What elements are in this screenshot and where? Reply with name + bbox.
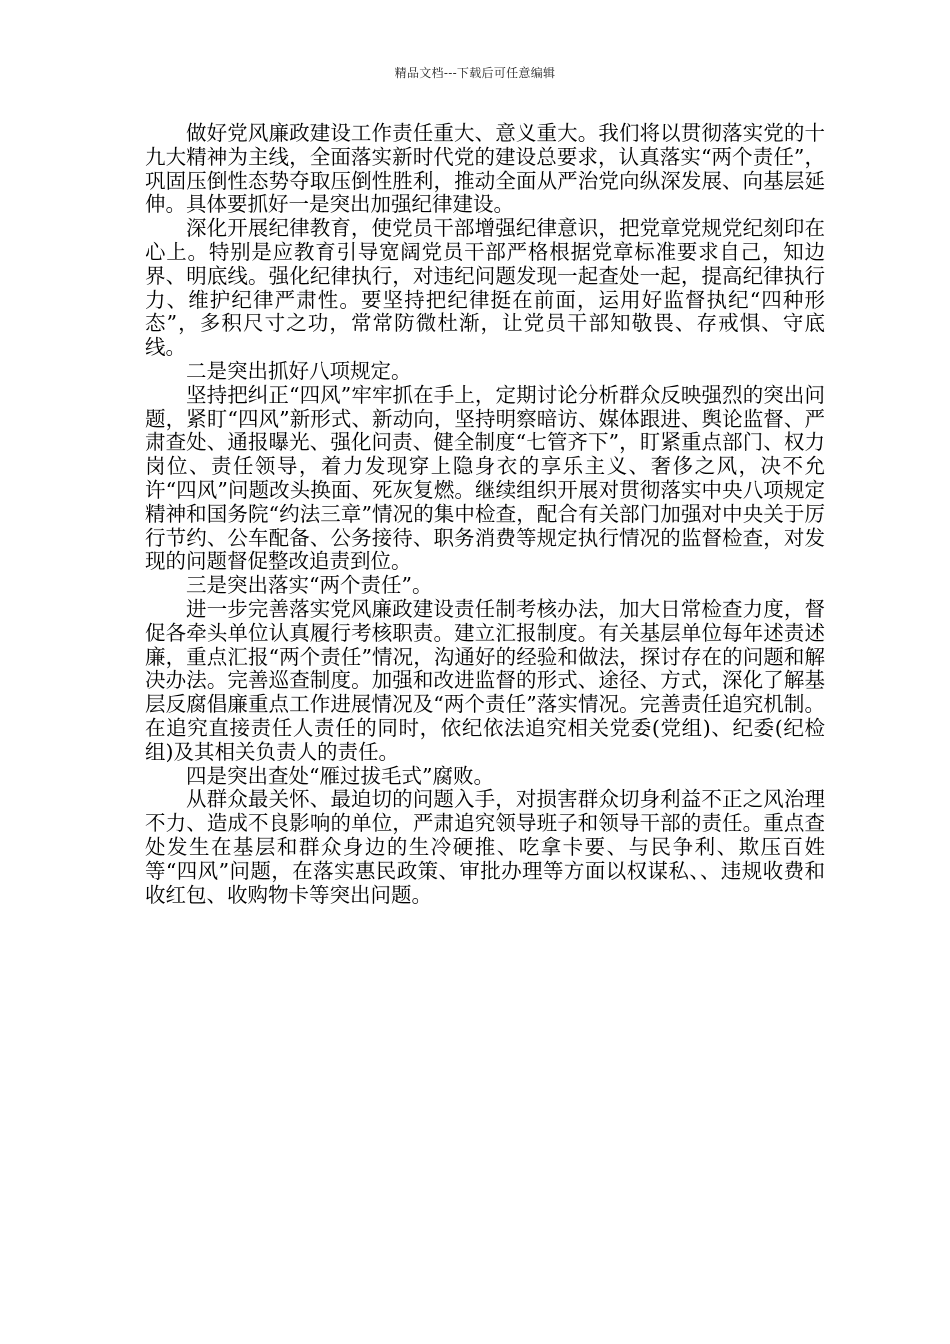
paragraph: 坚持把纠正“四风”牢牢抓在手上，定期讨论分析群众反映强烈的突出问题，紧盯“四风”新形式、新动向，坚持明察暗访、媒体跟进、舆论监督、严肃查处、通报曝光、强化问责、健全制度“七管齐下”，盯紧重点部门、权力岗位、责任领导，着力发现穿上隐身衣的享乐主义、奢侈之风，决不允许“四风”问题改头换面、死灰复燃。继续组织开展对贯彻落实中央八项规定精神和国务院“约法三章”情况的集中检查，配合有关部门加强对中央关于厉行节约、公车配备、公务接待、职务消费等规定执行情况的监督检查，对发现的问题督促整改追责到位。 [145, 382, 825, 574]
section-heading: 三是突出落实“两个责任”。 [186, 573, 433, 598]
section-heading: 四是突出查处“雁过拔毛式”腐败。 [186, 763, 494, 788]
paragraph: 进一步完善落实党风廉政建设责任制考核办法，加大日常检查力度，督促各牵头单位认真履行考核职责。建立汇报制度。有关基层单位每年述责述廉，重点汇报“两个责任”情况，沟通好的经验和做法，探讨存在的问题和解决办法。完善巡查制度。加强和改进监督的形式、途径、方式，深化了解基层反腐倡廉重点工作进展情况及“两个责任”落实情况。完善责任追究机制。在追究直接责任人责任的同时，依纪依法追究相关党委(党组)、纪委(纪检组)及其相关负责人的责任。 [145, 596, 825, 764]
section-heading: 二是突出抓好八项规定。 [186, 358, 412, 383]
paragraph: 从群众最关怀、最迫切的问题入手，对损害群众切身利益不正之风治理不力、造成不良影响的单位，严肃追究领导班子和领导干部的责任。重点查处发生在基层和群众身边的生冷硬推、吃拿卡要、与民争利、欺压百姓等“四风”问题，在落实惠民政策、审批办理等方面以权谋私、、违规收费和收红包、收购物卡等突出问题。 [145, 787, 825, 907]
document-body [145, 122, 825, 907]
page-header: 精品文档---下载后可任意编辑 [394, 66, 556, 80]
paragraph: 做好党风廉政建设工作责任重大、意义重大。我们将以贯彻落实党的十九大精神为主线，全面落实新时代党的建设总要求，认真落实“两个责任”， 巩固压倒性态势夺取压倒性胜利，推动全面从严治党向纵深发展、向基层延伸。具体要抓好一是突出加强纪律建设。 [145, 121, 825, 217]
paragraph: 深化开展纪律教育，使党员干部增强纪律意识，把党章党规党纪刻印在心上。特别是应教育引导宽阔党员干部严格根据党章标准要求自己，知边界、明底线。强化纪律执行，对违纪问题发现一起查处一起，提高纪律执行力、维护纪律严肃性。要坚持把纪律挺在前面，运用好监督执纪“四种形态”，多积尺寸之功，常常防微杜渐，让党员干部知敬畏、存戒惧、守底线。 [145, 216, 825, 360]
